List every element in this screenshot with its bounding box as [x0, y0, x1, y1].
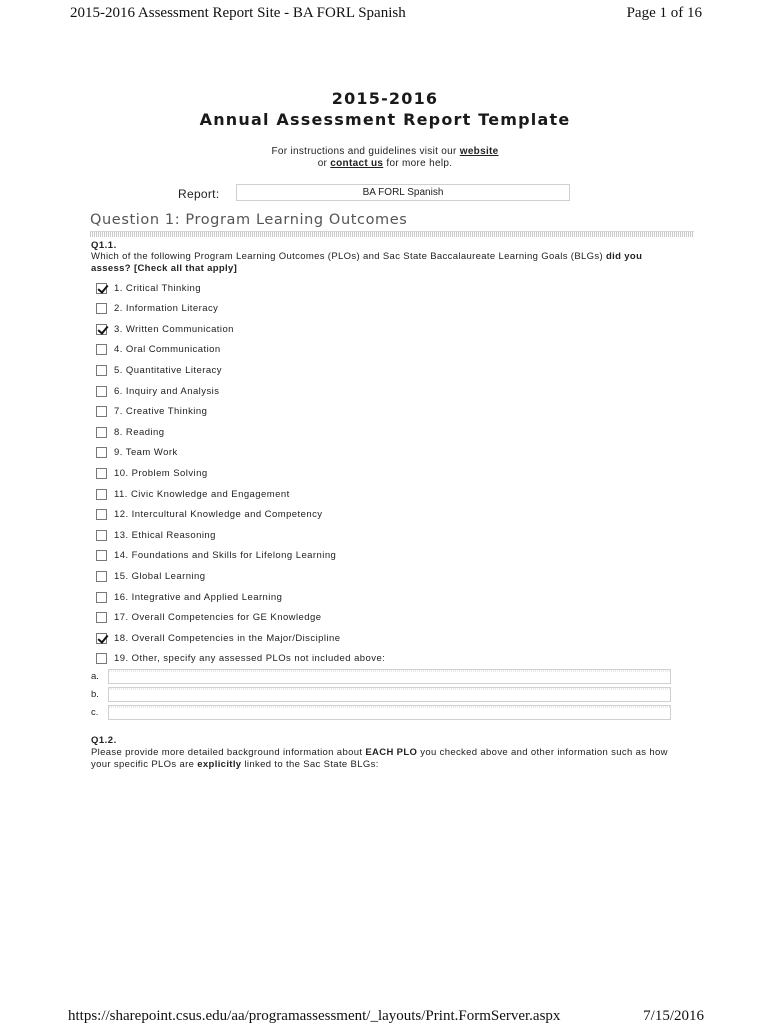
- document-title-name: Annual Assessment Report Template: [199, 110, 571, 129]
- checkbox-unchecked[interactable]: [96, 447, 107, 458]
- question-text-part: linked to the Sac State BLGs:: [244, 759, 379, 770]
- question-text-q1-2: [91, 747, 681, 771]
- plo-option-label: 11. Civic Knowledge and Engagement: [114, 488, 290, 500]
- plo-option[interactable]: [96, 363, 222, 377]
- plo-option[interactable]: [96, 652, 385, 666]
- help-prefix: For instructions and guidelines visit our: [271, 146, 457, 157]
- plo-option-label: 8. Reading: [114, 426, 165, 438]
- question-text-bold: assess? [Check all that apply]: [91, 263, 238, 274]
- page-number: Page 1 of 16: [626, 4, 702, 21]
- question-text-part: how your specific PLOs are: [91, 747, 668, 770]
- question-text-part: Which of the following Program Learning Outcomes (PLOs) and Sac State Baccalaureate Learning Goals (BLGs): [91, 251, 603, 262]
- other-plo-input[interactable]: [108, 687, 671, 702]
- help-suffix: for more help.: [386, 158, 453, 169]
- website-link[interactable]: website: [459, 146, 499, 157]
- checkbox-unchecked[interactable]: [96, 530, 107, 541]
- checkbox-unchecked[interactable]: [96, 612, 107, 623]
- plo-option-label: 19. Other, specify any assessed PLOs not included above:: [114, 653, 386, 665]
- question-text-bold: EACH PLO: [365, 747, 418, 758]
- other-plo-input[interactable]: [108, 669, 671, 684]
- section-title: Question 1: Program Learning Outcomes: [90, 212, 408, 228]
- plo-option-label: 15. Global Learning: [114, 570, 206, 582]
- contact-us-link[interactable]: contact us: [330, 158, 384, 169]
- plo-option-label: 4. Oral Communication: [114, 344, 221, 356]
- question-text-part: you checked above and other information such as: [420, 747, 647, 758]
- plo-option[interactable]: [96, 425, 164, 439]
- question-text-q1-1: [91, 251, 681, 275]
- print-footer-url: https://sharepoint.csus.edu/aa/programassessment/_layouts/Print.FormServer.aspx: [68, 1007, 561, 1024]
- plo-option[interactable]: [96, 384, 219, 398]
- document-title: [0, 88, 770, 130]
- print-header: [70, 2, 702, 24]
- plo-option[interactable]: [96, 466, 208, 480]
- plo-option[interactable]: [96, 549, 336, 563]
- checkbox-unchecked[interactable]: [96, 427, 107, 438]
- plo-option-label: 9. Team Work: [114, 447, 178, 459]
- plo-option-label: 16. Integrative and Applied Learning: [114, 591, 283, 603]
- print-header-title: 2015-2016 Assessment Report Site - BA FORL Spanish: [70, 4, 406, 21]
- checkbox-unchecked[interactable]: [96, 489, 107, 500]
- plo-option[interactable]: [96, 322, 234, 336]
- plo-option-label: 12. Intercultural Knowledge and Competency: [114, 509, 323, 521]
- question-number-q1-1: Q1.1.: [91, 240, 117, 251]
- question-text-bold: explicitly: [197, 759, 242, 770]
- section-divider: [90, 231, 694, 237]
- checkbox-unchecked[interactable]: [96, 571, 107, 582]
- plo-option-label: 3. Written Communication: [114, 323, 234, 335]
- plo-option[interactable]: [96, 487, 290, 501]
- plo-option[interactable]: [96, 631, 340, 645]
- plo-option[interactable]: [96, 405, 207, 419]
- plo-option-label: 2. Information Literacy: [114, 303, 219, 315]
- other-plo-letter: c.: [91, 706, 99, 718]
- plo-option-label: 14. Foundations and Skills for Lifelong Learning: [114, 550, 337, 562]
- plo-option-label: 17. Overall Competencies for GE Knowledge: [114, 612, 322, 624]
- other-plo-row: [91, 704, 671, 720]
- checkbox-unchecked[interactable]: [96, 592, 107, 603]
- plo-option[interactable]: [96, 528, 216, 542]
- plo-option[interactable]: [96, 281, 201, 295]
- plo-option-label: 6. Inquiry and Analysis: [114, 385, 220, 397]
- help-text: [0, 146, 770, 170]
- other-plo-row: [91, 668, 671, 684]
- question-text-part: Please provide more detailed background information about: [91, 747, 363, 758]
- plo-option[interactable]: [96, 508, 323, 522]
- plo-option-label: 13. Ethical Reasoning: [114, 529, 216, 541]
- checkbox-unchecked[interactable]: [96, 386, 107, 397]
- print-footer-date: 7/15/2016: [643, 1007, 704, 1024]
- plo-option[interactable]: [96, 446, 178, 460]
- report-label: Report:: [178, 187, 220, 201]
- plo-option-label: 10. Problem Solving: [114, 467, 208, 479]
- help-or: or: [317, 158, 328, 169]
- plo-option[interactable]: [96, 569, 205, 583]
- checkbox-unchecked[interactable]: [96, 365, 107, 376]
- other-plo-input[interactable]: [108, 705, 671, 720]
- plo-option-label: 1. Critical Thinking: [114, 282, 201, 294]
- checkbox-unchecked[interactable]: [96, 653, 107, 664]
- plo-option-label: 18. Overall Competencies in the Major/Discipline: [114, 632, 341, 644]
- checkbox-checked[interactable]: [96, 324, 107, 335]
- checkbox-unchecked[interactable]: [96, 344, 107, 355]
- checkbox-checked[interactable]: [96, 283, 107, 294]
- plo-option[interactable]: [96, 343, 221, 357]
- checkbox-unchecked[interactable]: [96, 468, 107, 479]
- other-plo-row: [91, 686, 671, 702]
- question-number-q1-2: Q1.2.: [91, 735, 117, 746]
- question-text-bold: did you: [606, 251, 643, 262]
- plo-option[interactable]: [96, 590, 282, 604]
- other-plo-letter: b.: [91, 688, 99, 700]
- plo-option[interactable]: [96, 611, 322, 625]
- checkbox-unchecked[interactable]: [96, 509, 107, 520]
- checkbox-unchecked[interactable]: [96, 303, 107, 314]
- checkbox-unchecked[interactable]: [96, 406, 107, 417]
- report-field[interactable]: BA FORL Spanish: [236, 184, 570, 201]
- plo-option[interactable]: [96, 302, 218, 316]
- document-title-year: 2015-2016: [331, 89, 439, 108]
- checkbox-unchecked[interactable]: [96, 550, 107, 561]
- checkbox-checked[interactable]: [96, 633, 107, 644]
- plo-option-label: 5. Quantitative Literacy: [114, 364, 222, 376]
- other-plo-letter: a.: [91, 670, 99, 682]
- plo-option-label: 7. Creative Thinking: [114, 406, 208, 418]
